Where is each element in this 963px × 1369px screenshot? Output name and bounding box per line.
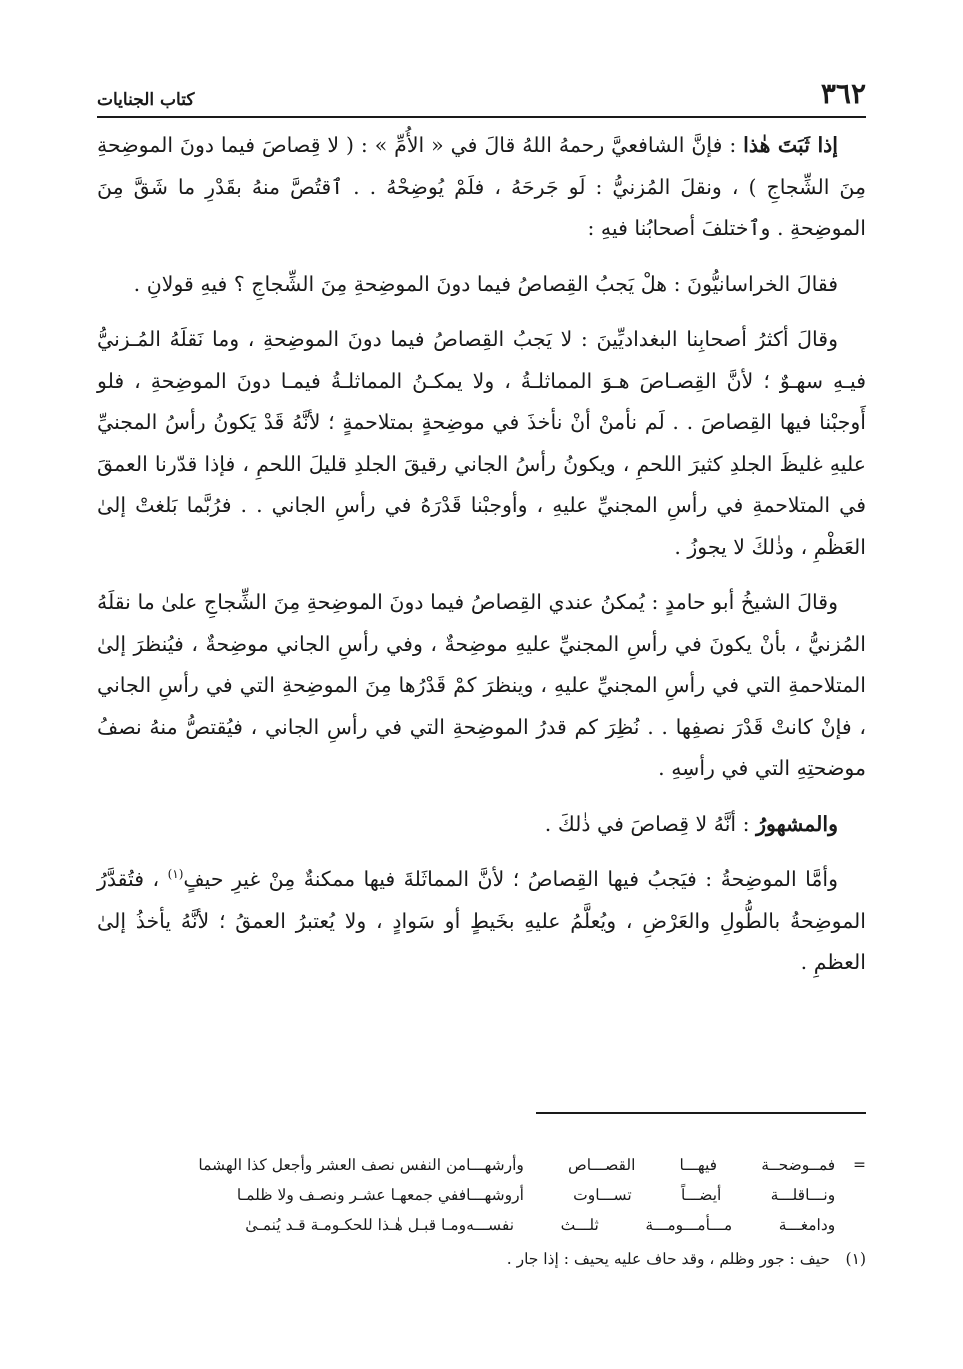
verse-word: أيضـــاً	[680, 1186, 722, 1204]
paragraph	[97, 125, 866, 250]
footnote-text: حيف : جور وظلم ، وقد حاف عليه يحيف : إذا جار .	[506, 1250, 830, 1268]
verse-word: تســـاوت	[573, 1186, 632, 1204]
paragraph	[97, 859, 866, 984]
paragraph-text: : أنَّهُ لا قِصاصَ في ذٰلكَ .	[544, 811, 757, 836]
book-title: كتاب الجنايات	[97, 90, 195, 110]
verse-word: نفســـه	[466, 1216, 515, 1234]
verse-first-hemistich	[466, 1180, 835, 1210]
verse-line	[97, 1180, 866, 1210]
verse-word: مـــأمـــومـــة	[645, 1216, 733, 1234]
verse-word: فيهـــا	[679, 1156, 718, 1174]
footnotes	[97, 1150, 866, 1272]
footnote-separator	[536, 1112, 866, 1114]
verse-first-hemistich	[466, 1150, 835, 1180]
verse-word: فمــوضحــة	[761, 1156, 836, 1174]
verse-first-hemistich	[466, 1210, 835, 1240]
paragraph-lead: إذا ثَبَتَ هٰذا	[743, 133, 838, 157]
verse-word: القصـــاص	[567, 1156, 636, 1174]
verse-line	[97, 1150, 866, 1180]
verse-line	[97, 1210, 866, 1240]
main-text	[97, 125, 866, 998]
verse-second-hemistich: من النفس نصف العشر وأجعل كذا الهشما	[198, 1156, 467, 1174]
running-header	[97, 70, 866, 118]
page-number: ٣٦٢	[820, 77, 866, 110]
paragraph-text: وقالَ أكثرُ أصحابِنا البغداديِّينَ : لا يَجبُ القِصاصُ فيما دونَ الموضِحةِ ، وما نَقلَهُ المُـزنيُّ فيـهِ سهـوٌ ؛ لأنَّ القِصـاصَ هـوَ المماثلـةُ ، ولا يمكـنُ المماثلـةُ فيمـا دونَ الموضِحةِ ، فلو أَوجبْنا فيها القِصاصَ . . لَم نأمنْ أنْ نأخذَ في موضِحةٍ بمتلاحمةٍ ؛ لأنَّهُ قَدْ يَكونُ رأسُ المجنيِّ عليهِ غليظَ الجلدِ كثيرَ اللحمِ ، ويكونُ رأسُ الجاني رقيقَ الجلدِ قليلَ اللحمِ ، فإذا قدّرنا العمقَ في المتلاحمةِ في رأسِ المجنيِّ عليهِ ، وأوجبْنا قَدْرَهُ في رأسِ الجاني . . فرُبَّما بَلغتْ إلىٰ العَظْمِ ، وذٰلكَ لا يجوزُ .	[97, 327, 866, 559]
paragraph-text: وقالَ الشيخُ أبو حامدٍ : يُمكنُ عندي القِصاصُ فيما دونَ الموضِحةِ مِنَ الشِّجاجِ علىٰ ما نقلَهُ المُزنيُّ ، بأنْ يكونَ في رأسِ المجنيِّ عليهِ موضِحةٌ ، وفي رأسِ الجاني موضِحةٌ ، فيُنظرَ إلىٰ المتلاحمةِ التي في رأسِ المجنيِّ عليهِ ، وينظرَ كمْ قَدْرُها مِنَ الموضِحةِ التي في رأسِ الجاني ، فإنْ كانتْ قَدْرَ نصفِها . . نُظِرَ كم قدرُ الموضِحةِ التي في رأسِ الجاني ، فيُقتصُّ منهُ نصفُ موضحتِهِ التي في رأسِهِ .	[97, 590, 866, 780]
paragraph	[97, 582, 866, 790]
verse-word: أروشهـــا	[466, 1186, 524, 1204]
paragraph	[97, 804, 866, 846]
paragraph-text: فقالَ الخراسانيُّونَ : هلْ يَجبُ القِصاصُ فيما دونَ الموضِحةِ مِنَ الشِّجاجِ ؟ فيهِ قولانِ .	[133, 271, 838, 296]
verse-word: وأرشهـــا	[466, 1156, 524, 1174]
paragraph-lead: والمشهورُ	[756, 811, 838, 836]
verse-word: ثلـــث	[560, 1216, 599, 1234]
footnote-reference[interactable]: (١)	[167, 867, 184, 882]
continuation-mark: =	[853, 1156, 866, 1174]
footnote-number: (١)	[845, 1250, 866, 1268]
paragraph-text: : فإنَّ الشافعيَّ رحمهُ اللهُ قالَ في « الأُمِّ » : ( لا قِصاصَ فيما دونَ الموضِحةِ مِنَ الشِّجاجِ ) ، ونقلَ المُزنيُّ : لَو جَرحَهُ ، فلَمْ يُوضِحْهُ . . ٱقتُصَّ منهُ بقَدْرِ ما شَقَّ مِنَ الموضِحةِ . وٱختلفَ أصحابُنا فيهِ :	[97, 133, 866, 240]
verse-word: ونـــاقلـــة	[770, 1186, 836, 1204]
footnote-item	[97, 1246, 866, 1272]
verse-table	[97, 1150, 866, 1240]
verse-word: ودامغـــة	[778, 1216, 836, 1234]
paragraph-text: ، فتُقدَّرُ الموضِحةُ بالطُّولِ والعَرْضِ ، ويُعلَّمُ عليهِ بخَيطٍ أو سَوادٍ ، ولا يُعتبرُ العمقُ ؛ لأنَّهُ يأخذُ إلىٰ العظمِ .	[97, 867, 866, 974]
verse-second-hemistich: ومـا قبـل هٰـذا للحكـومـة قـد يُنمـىٰ	[245, 1216, 467, 1234]
paragraph	[97, 319, 866, 568]
paragraph-text: وأمَّا الموضِحةُ : فيَجبُ فيها القِصاصُ ؛ لأنَّ المماثَلةَ فيها ممكنةٌ مِنْ غيرِ حيفٍ	[183, 867, 839, 891]
paragraph	[97, 264, 866, 306]
verse-second-hemistich: ففي جمعهـا عشـر ونصـف ولا ظلمـا	[236, 1186, 467, 1204]
